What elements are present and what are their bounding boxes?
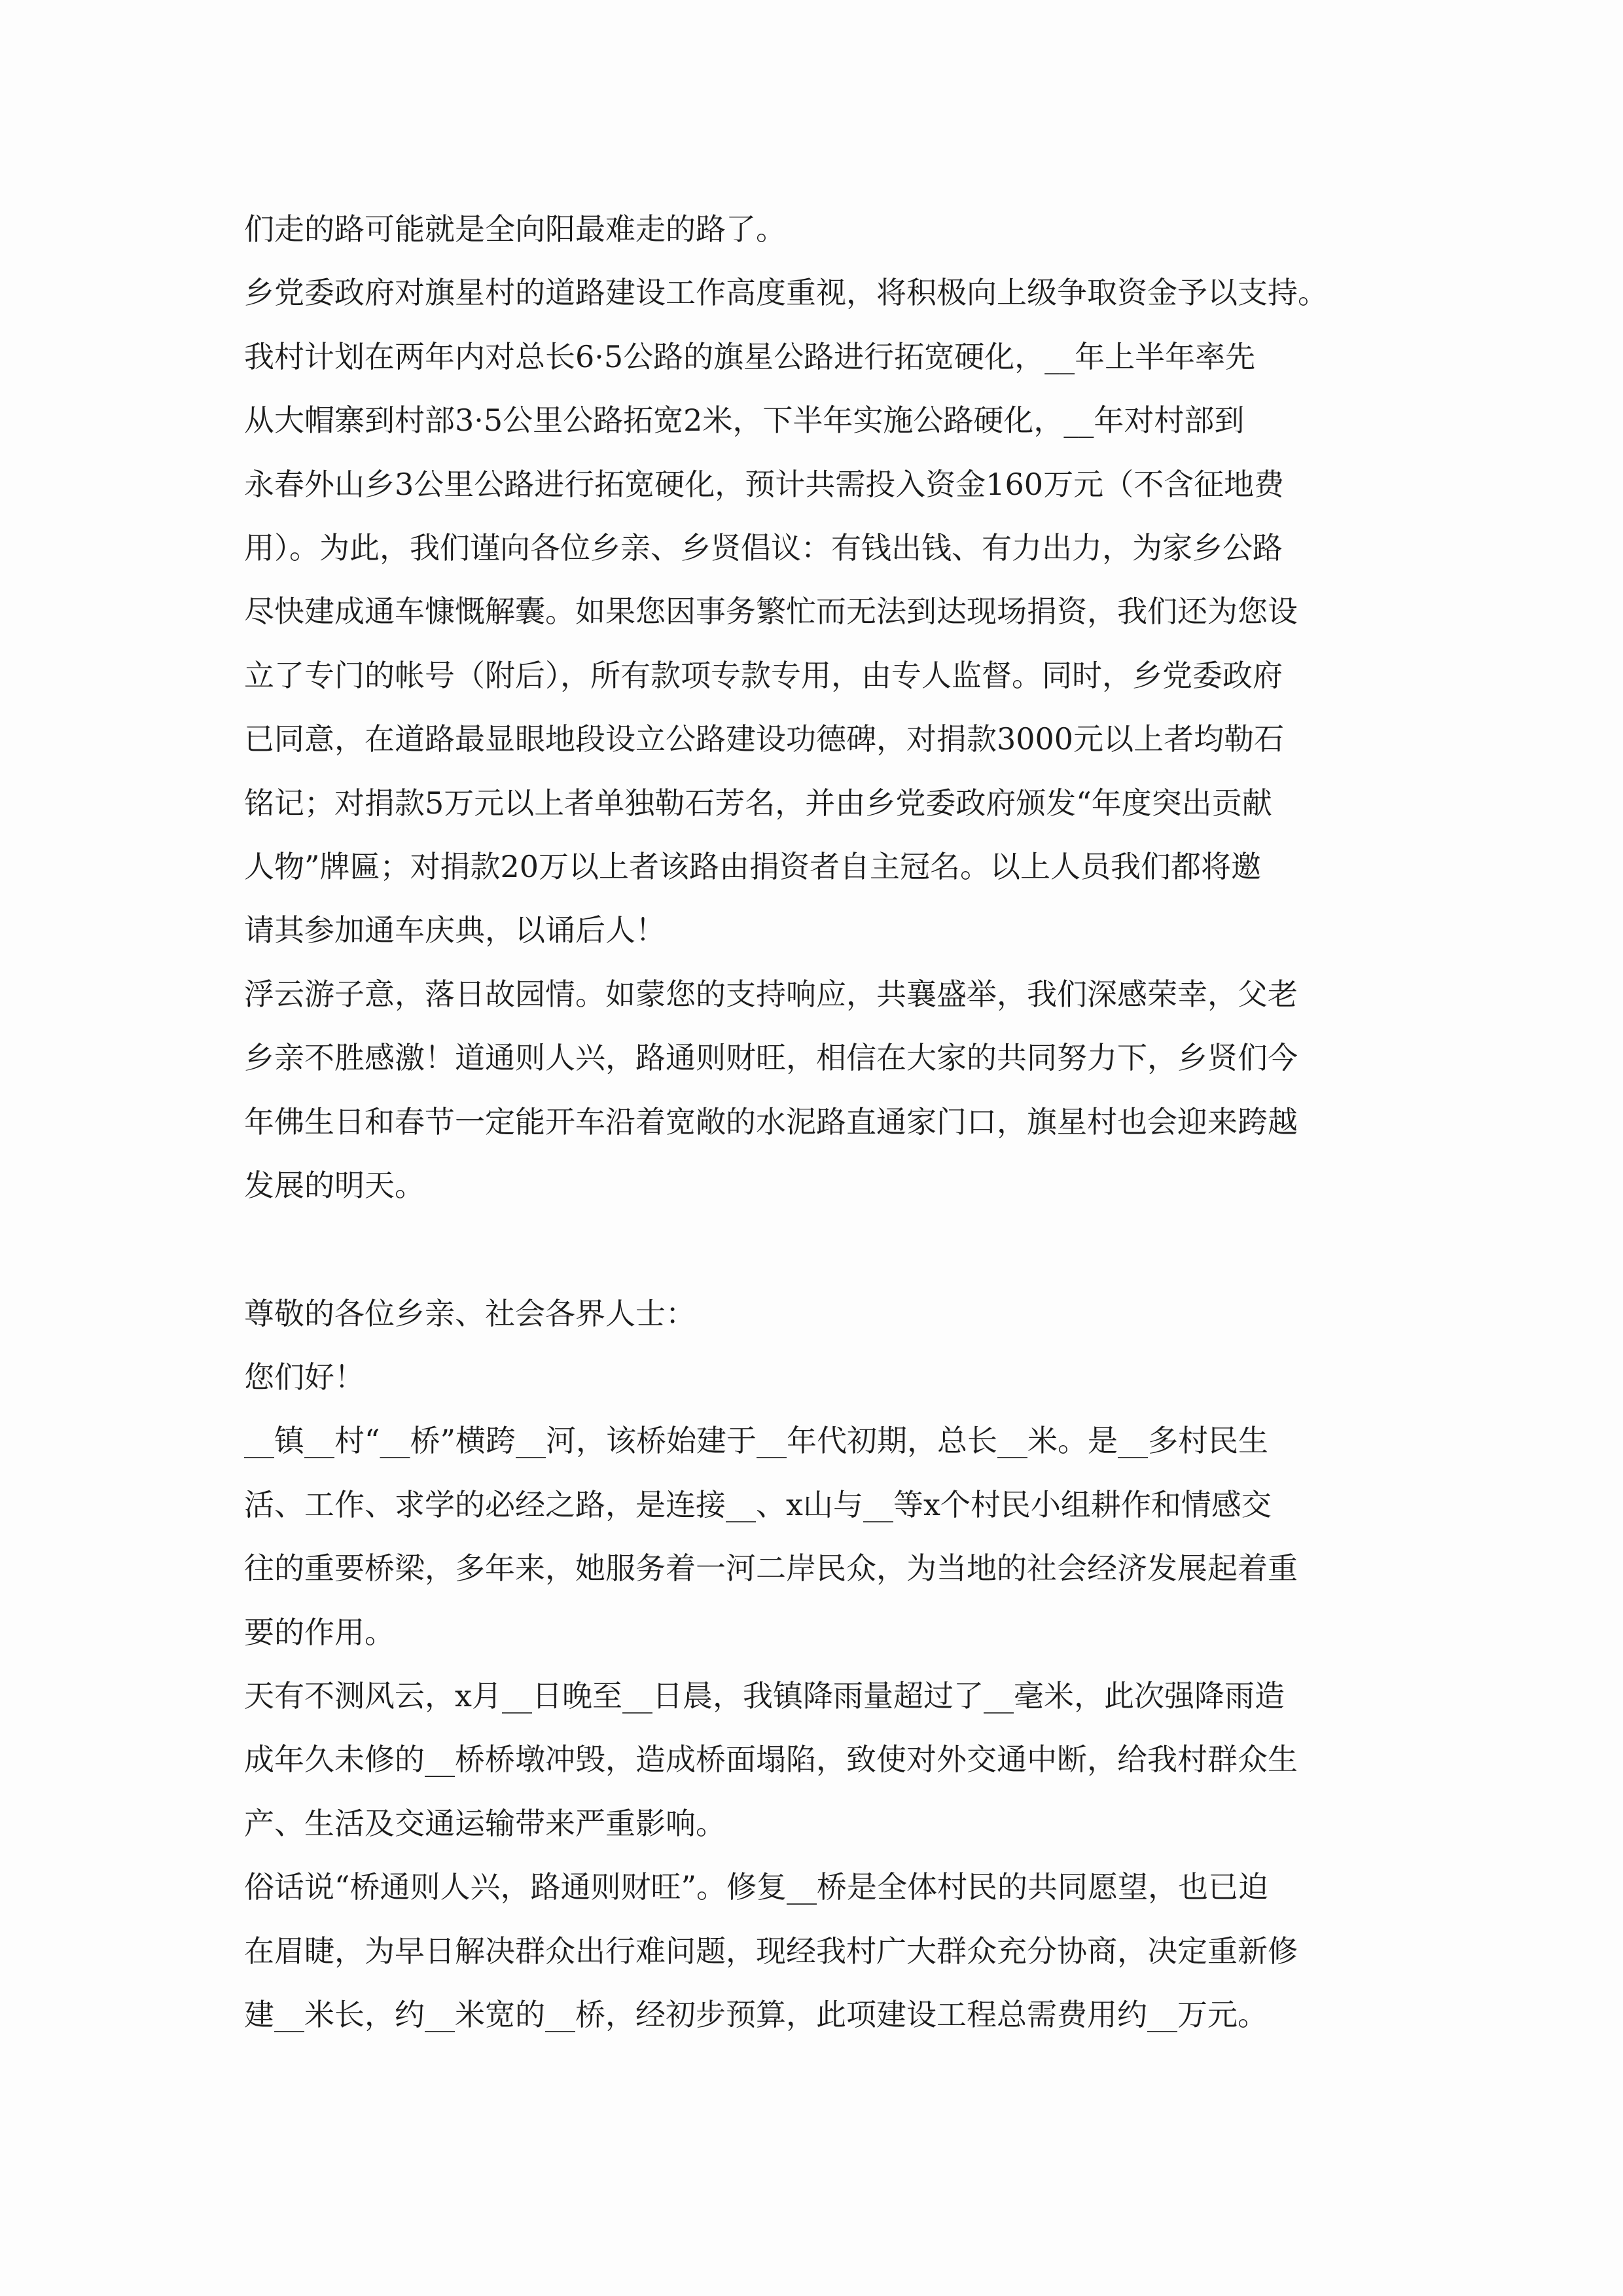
text-line-8: 立了专门的帐号（附后），所有款项专款专用，由专人监督。同时，乡党委政府 [244,658,1283,693]
text-line-10: 铭记；对捐款5万元以上者单独勒石芳名，并由乡党委政府颁发“年度突出贡献 [244,785,1272,821]
text-line-27: 在眉睫，为早日解决群众出行难问题，现经我村广大群众充分协商，决定重新修 [244,1933,1298,1969]
text-line-11: 人物”牌匾；对捐款20万以上者该路由捐资者自主冠名。以上人员我们都将邀 [244,849,1262,884]
text-line-20: 活、工作、求学的必经之路，是连接__、x山与__等x个村民小组耕作和情感交 [244,1487,1272,1522]
text-line-22: 要的作用。 [244,1615,395,1650]
text-line-9: 已同意，在道路最显眼地段设立公路建设功德碑，对捐款3000元以上者均勒石 [244,721,1285,757]
text-line-15: 年佛生日和春节一定能开车沿着宽敞的水泥路直通家门口，旗星村也会迎来跨越 [244,1104,1298,1139]
text-line-25: 产、生活及交通运输带来严重影响。 [244,1806,726,1841]
text-line-16: 发展的明天。 [244,1168,425,1203]
text-line-26: 俗话说“桥通则人兴，路通则财旺”。修复__桥是全体村民的共同愿望，也已迫 [244,1869,1269,1905]
salutation: 尊敬的各位乡亲、社会各界人士： [244,1296,696,1331]
text-line-2: 乡党委政府对旗星村的道路建设工作高度重视，将积极向上级争取资金予以支持。 [244,275,1328,310]
text-line-4: 从大帽寨到村部3·5公里公路拓宽2米，下半年实施公路硬化，__年对村部到 [244,403,1245,438]
greeting: 您们好！ [244,1359,365,1395]
text-line-3: 我村计划在两年内对总长6·5公路的旗星公路进行拓宽硬化，__年上半年率先 [244,339,1256,374]
text-line-1: 们走的路可能就是全向阳最难走的路了。 [244,211,786,247]
text-line-23: 天有不测风云，x月__日晚至__日晨，我镇降雨量超过了__毫米，此次强降雨造 [244,1678,1285,1713]
text-line-28: 建__米长，约__米宽的__桥，经初步预算，此项建设工程总需费用约__万元。 [244,1997,1268,2032]
text-line-19: __镇__村“__桥”横跨__河，该桥始建于__年代初期，总长__米。是__多村民生 [244,1423,1269,1458]
text-line-12: 请其参加通车庆典，以诵后人！ [244,912,666,948]
text-line-21: 往的重要桥梁，多年来，她服务着一河二岸民众，为当地的社会经济发展起着重 [244,1551,1298,1586]
text-line-7: 尽快建成通车慷慨解囊。如果您因事务繁忙而无法到达现场捐资，我们还为您设 [244,594,1298,629]
text-line-13: 浮云游子意，落日故园情。如蒙您的支持响应，共襄盛举，我们深感荣幸，父老 [244,977,1298,1012]
text-line-14: 乡亲不胜感激！道通则人兴，路通则财旺，相信在大家的共同努力下，乡贤们今 [244,1040,1298,1075]
text-line-24: 成年久未修的__桥桥墩冲毁，造成桥面塌陷，致使对外交通中断，给我村群众生 [244,1742,1298,1777]
text-line-6: 用）。为此，我们谨向各位乡亲、乡贤倡议：有钱出钱、有力出力，为家乡公路 [244,530,1283,565]
text-line-5: 永春外山乡3公里公路进行拓宽硬化，预计共需投入资金160万元（不含征地费 [244,467,1285,502]
